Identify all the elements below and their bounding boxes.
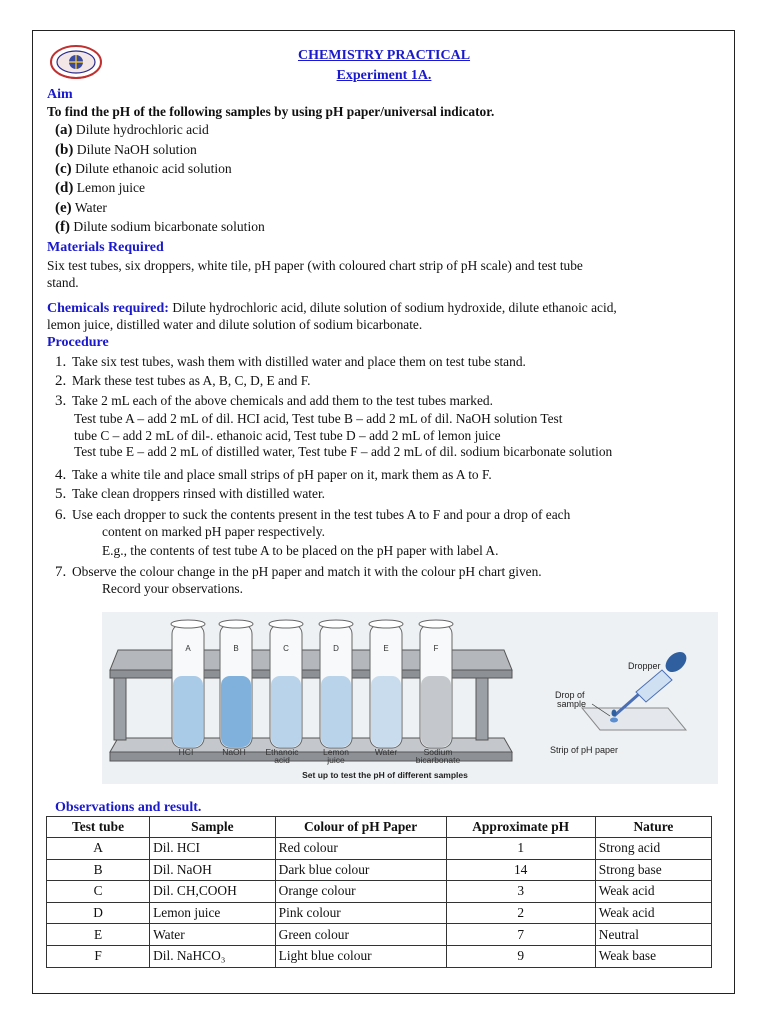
aim-item: (c) Dilute ethanoic acid solution: [55, 161, 232, 177]
cell-ph: 7: [446, 924, 595, 946]
drop-label: sample: [557, 699, 587, 709]
cell-nature: Weak acid: [595, 881, 711, 903]
procedure-heading: Procedure: [47, 335, 109, 350]
cell-tube: D: [47, 902, 150, 924]
chemicals-line: lemon juice, distilled water and dilute solution of sodium bicarbonate.: [47, 317, 423, 332]
column-header: Colour of pH Paper: [275, 817, 446, 838]
table-row: [47, 881, 712, 903]
procedure-step: 6. Use each dropper to suck the contents present in the test tubes A to F and pour a drop of each: [55, 507, 571, 523]
step3-detail: tube C – add 2 mL of dil-. ethanoic acid, Test tube D – add 2 mL of lemon juice: [74, 428, 501, 443]
cell-tube: A: [47, 838, 150, 860]
tube-letter: E: [383, 644, 389, 653]
cell-ph: 9: [446, 945, 595, 967]
sample-label: Lemon: [323, 747, 349, 757]
cell-colour: Dark blue colour: [275, 859, 446, 881]
cell-colour: Pink colour: [275, 902, 446, 924]
column-header: Approximate pH: [446, 817, 595, 838]
column-header: Test tube: [47, 817, 150, 838]
drop-label: Drop of: [555, 690, 585, 700]
cell-sample: Lemon juice: [150, 902, 276, 924]
cell-sample: Dil. HCI: [150, 838, 276, 860]
cell-ph: 1: [446, 838, 595, 860]
aim-item: (f) Dilute sodium bicarbonate solution: [55, 219, 265, 235]
table-row: [47, 838, 712, 860]
test-tube: [419, 620, 453, 748]
aim-item: (b) Dilute NaOH solution: [55, 142, 197, 158]
cell-tube: B: [47, 859, 150, 881]
procedure-step: 7. Observe the colour change in the pH paper and match it with the colour pH chart given.: [55, 564, 542, 580]
materials-line: stand.: [47, 275, 79, 290]
apparatus-figure: [102, 612, 718, 784]
cell-sample: Dil. CH,COOH: [150, 881, 276, 903]
test-tube: [369, 620, 403, 748]
cell-colour: Light blue colour: [275, 945, 446, 967]
materials-heading: Materials Required: [47, 240, 164, 255]
procedure-step: 3. Take 2 mL each of the above chemicals and add them to the test tubes marked.: [55, 393, 493, 409]
cell-tube: E: [47, 924, 150, 946]
sample-label: Water: [374, 747, 398, 757]
cell-nature: Neutral: [595, 924, 711, 946]
tube-letter: C: [283, 644, 289, 653]
tube-letter: B: [233, 644, 239, 653]
cell-colour: Orange colour: [275, 881, 446, 903]
ph-paper-strip: [582, 708, 686, 730]
sample-label: acid: [274, 755, 290, 765]
cell-nature: Strong acid: [595, 838, 711, 860]
figure-caption: Set up to test the pH of different samples: [302, 770, 468, 780]
test-tube: [219, 620, 253, 748]
cell-sample: Dil. NaHCO₃: [150, 945, 276, 967]
step6-detail: content on marked pH paper respectively.: [102, 524, 325, 539]
aim-item: (e) Water: [55, 200, 107, 216]
chemicals-heading: Chemicals required:: [47, 301, 169, 316]
tube-letter: A: [185, 644, 191, 653]
table-header-row: [47, 817, 712, 838]
step3-detail: Test tube A – add 2 mL of dil. HCI acid, Test tube B – add 2 mL of dil. NaOH solution Test: [74, 411, 563, 426]
procedure-step: 2. Mark these test tubes as A, B, C, D, E and F.: [55, 373, 311, 389]
column-header: Nature: [595, 817, 711, 838]
procedure-step: 5. Take clean droppers rinsed with distilled water.: [55, 486, 326, 502]
aim-item: (d) Lemon juice: [55, 180, 146, 196]
cell-sample: Water: [150, 924, 276, 946]
sample-label: juice: [327, 755, 345, 765]
cell-sample: Dil. NaOH: [150, 859, 276, 881]
step3-detail: Test tube E – add 2 mL of distilled water, Test tube F – add 2 mL of dil. sodium bicarbonate solution: [74, 444, 613, 459]
strip-label: Strip of pH paper: [550, 745, 619, 755]
test-tube: [319, 620, 353, 748]
test-tube: [171, 620, 205, 748]
page-title: CHEMISTRY PRACTICAL: [297, 48, 471, 63]
cell-tube: F: [47, 945, 150, 967]
cell-tube: C: [47, 881, 150, 903]
cell-nature: Strong base: [595, 859, 711, 881]
aim-item: (a) Dilute hydrochloric acid: [55, 122, 209, 138]
table-row: [47, 945, 712, 967]
cell-ph: 3: [446, 881, 595, 903]
observations-heading: Observations and result.: [55, 800, 202, 815]
observations-table: [46, 816, 712, 968]
table-row: [47, 859, 712, 881]
sample-label: Ethanoic: [265, 747, 299, 757]
column-header: Sample: [150, 817, 276, 838]
sample-label: HCI: [178, 747, 194, 757]
dropper-label: Dropper: [628, 661, 661, 671]
table-row: [47, 902, 712, 924]
cell-colour: Red colour: [275, 838, 446, 860]
experiment-title: Experiment 1A.: [336, 68, 432, 83]
aim-heading: Aim: [47, 87, 73, 102]
table-row: [47, 924, 712, 946]
cell-ph: 2: [446, 902, 595, 924]
sample-label: Sodium: [423, 747, 453, 757]
materials-line: Six test tubes, six droppers, white tile, pH paper (with coloured chart strip of pH scale) and test tube: [47, 258, 583, 273]
cell-ph: 14: [446, 859, 595, 881]
test-tube: [269, 620, 303, 748]
cell-colour: Green colour: [275, 924, 446, 946]
step6-detail: E.g., the contents of test tube A to be placed on the pH paper with label A.: [102, 543, 499, 558]
procedure-step: 4. Take a white tile and place small strips of pH paper on it, mark them as A to F.: [55, 467, 492, 483]
cell-nature: Weak acid: [595, 902, 711, 924]
sample-label: NaOH: [222, 747, 246, 757]
chemicals-paragraph: Chemicals required: Dilute hydrochloric acid, dilute solution of sodium hydroxide, dilute ethanoic acid,: [47, 300, 617, 316]
aim-statement: To find the pH of the following samples by using pH paper/universal indicator.: [47, 104, 495, 119]
cell-nature: Weak base: [595, 945, 711, 967]
sample-label: bicarbonate: [415, 755, 461, 765]
step7-detail: Record your observations.: [102, 581, 243, 596]
tube-letter: D: [333, 644, 339, 653]
dropper-icon: [612, 648, 691, 716]
procedure-step: 1. Take six test tubes, wash them with distilled water and place them on test tube stand.: [55, 354, 526, 370]
tube-letter: F: [433, 644, 439, 653]
